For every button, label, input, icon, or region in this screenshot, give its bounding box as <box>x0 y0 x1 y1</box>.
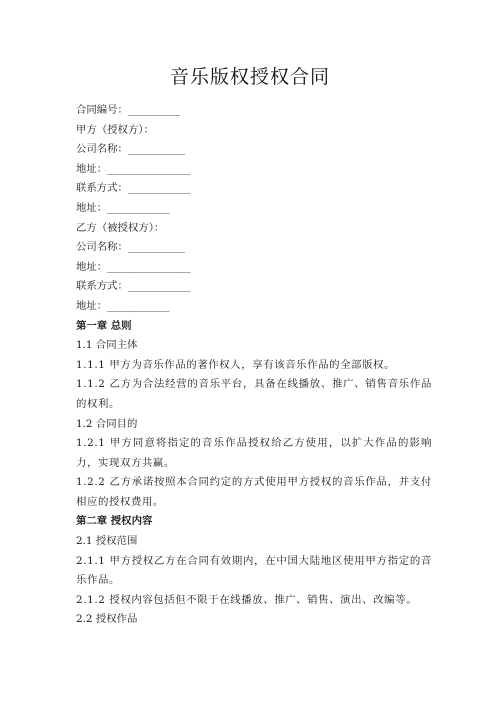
party-b-label: 乙方（被授权方）： <box>76 221 165 234</box>
clause-2-1-1: 2.1.1 甲方授权乙方在合同有效期内，在中国大陆地区使用甲方指定的音乐作品。 <box>76 554 432 587</box>
party-b-address2-field: 地址：____________ <box>76 299 170 312</box>
party-a-company-field: 公司名称：___________ <box>76 143 186 156</box>
clause-1-1-2: 1.1.2 乙方为合法经营的音乐平台，具备在线播放、推广、销售音乐作品的权利。 <box>76 378 432 410</box>
document-title: 音乐版权授权合同 <box>169 66 330 88</box>
contract-number-field: 合同编号：__________ <box>76 104 180 116</box>
clause-1-2-1: 1.2.1 甲方同意将指定的音乐作品授权给乙方使用，以扩大作品的影响力，实现双方共赢。 <box>76 437 432 469</box>
section-1-2: 1.2 合同目的 <box>76 417 138 430</box>
section-2-1: 2.1 授权范围 <box>76 535 138 548</box>
clause-2-1-2: 2.1.2 授权内容包括但不限于在线播放、推广、销售、演出、改编等。 <box>76 593 418 606</box>
party-b-address-field: 地址：________________ <box>76 260 191 273</box>
party-b-contact-field: 联系方式：____________ <box>76 280 191 293</box>
party-b-company-field: 公司名称：___________ <box>76 241 186 254</box>
clause-1-1-1: 1.1.1 甲方为音乐作品的著作权人，享有该音乐作品的全部版权。 <box>76 358 396 371</box>
section-2-2: 2.2 授权作品 <box>76 613 138 626</box>
party-a-address2-field: 地址：____________ <box>76 201 170 214</box>
section-1-1: 1.1 合同主体 <box>76 339 138 352</box>
party-a-contact-field: 联系方式：____________ <box>76 182 191 195</box>
party-a-address-field: 地址：________________ <box>76 162 191 175</box>
party-a-label: 甲方（授权方）： <box>76 123 154 136</box>
chapter-2-heading: 第二章 授权内容 <box>76 515 153 528</box>
document-body <box>76 101 432 630</box>
chapter-1-heading: 第一章 总则 <box>76 319 132 332</box>
clause-1-2-2: 1.2.2 乙方承诺按照本合同约定的方式使用甲方授权的音乐作品，并支付相应的授权费用。 <box>76 476 432 508</box>
